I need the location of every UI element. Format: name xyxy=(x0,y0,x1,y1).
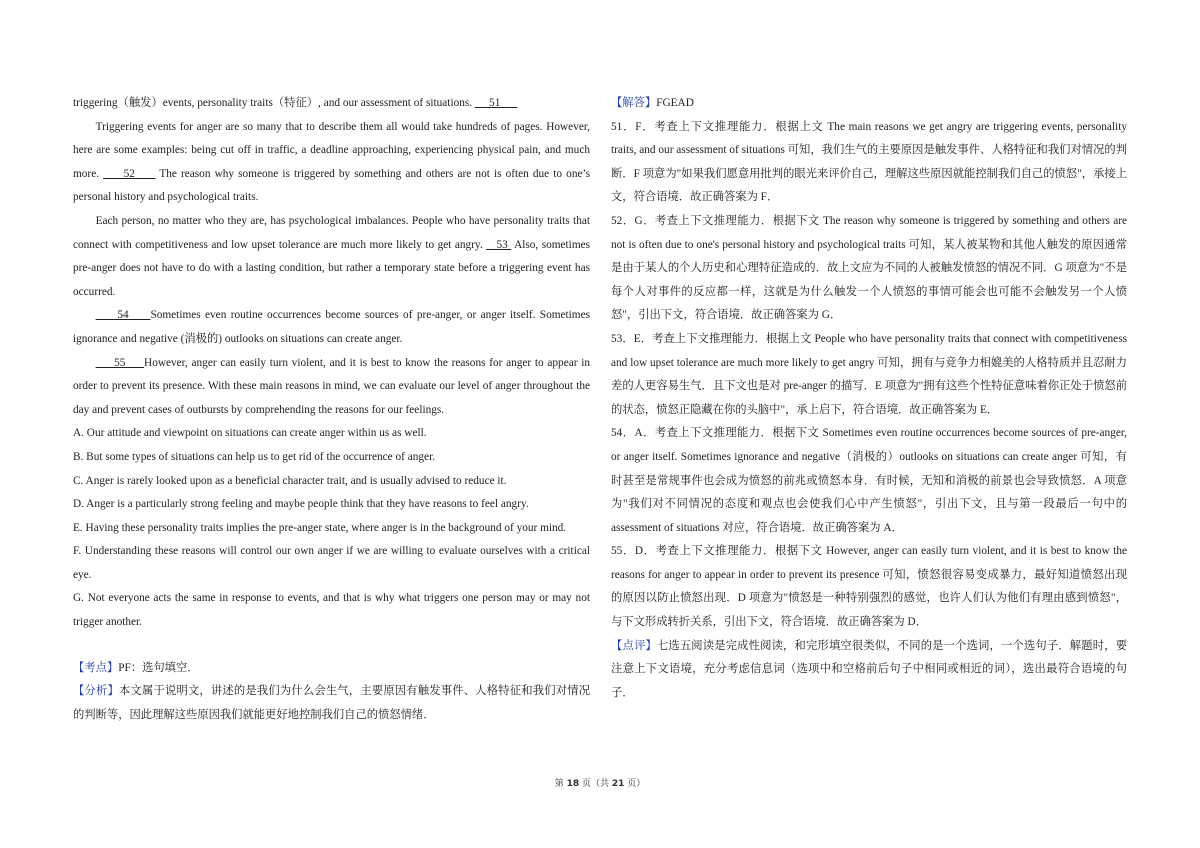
answer-column xyxy=(611,92,1127,705)
blank-55: 55 xyxy=(95,356,145,369)
page-footer: 第 18 页（共 21 页） xyxy=(554,779,646,789)
passage-paragraph-1: triggering（触发）events, personality traits（特征）, and our assessment of situations. 51 xyxy=(73,97,518,109)
passage-paragraph-4: 54 Sometimes even routine occurrences become sources of pre-anger, or anger itself. Sometimes ignorance and negative (消极的) outlooks on situations can create anger. xyxy=(73,309,591,345)
explanation-54: 54．A．考查上下文推理能力．根据下文 Sometimes even routine occurrences become sources of pre-anger, or anger itself. Sometimes ignorance and negative（消极的）outlooks on situations can create anger 可知，有时甚至是常规事件也会成为愤怒的前兆或愤怒本身．有时候，无知和消极的前景也会导致愤怒．A 项意为"我们对不同情况的态度和观点也会使我们心中产生愤怒"，引出下文，且与第一段最后一句中的 assessment of situations 对应，符合语境．故正确答案为 A． xyxy=(611,427,1127,534)
kaodian-label: 【考点】 xyxy=(73,661,119,674)
option-c: C. Anger is rarely looked upon as a beneficial character trait, and is usually advised to reduce it. xyxy=(73,474,507,487)
page-number: 18 xyxy=(566,779,580,789)
option-g: G. Not everyone acts the same in response to events, and that is why what triggers one person may or may not trigger another. xyxy=(73,592,590,629)
blank-53: 53 xyxy=(486,238,512,251)
passage-column xyxy=(73,92,590,727)
explanation-53: 53．E．考查上下文推理能力．根据上文 People who have personality traits that connect with competitiveness and low upset tolerance are much more likely to get angry 可知，拥有与竞争力相媲美的人格特质并且忍耐力差的人更容易生气．且下文也是对 pre-anger 的描写．E 项意为"拥有这些个性特征意味着你正处于愤怒前的状态，愤怒正隐藏在你的头脑中"，承上启下，符合语境．故正确答案为 E． xyxy=(611,332,1127,416)
option-a: A. Our attitude and viewpoint on situations can create anger within us as well. xyxy=(73,427,427,440)
blank-54: 54 xyxy=(95,309,151,322)
option-e: E. Having these personality traits implies the pre-anger state, where anger is in the background of your mind. xyxy=(73,521,567,534)
page-total: 21 xyxy=(611,779,625,789)
answer-section: 【解答】FGEAD xyxy=(611,97,694,109)
passage-paragraph-3: Each person, no matter who they are, has psychological imbalances. People who have personality traits that connect with competitiveness and low upset tolerance are much more likely to get angry. 53 Also, sometimes pre-anger does not have to do with a lasting condition, but rather a temporary state before a triggering event has occurred. xyxy=(73,214,591,298)
fenxi-label: 【分析】 xyxy=(73,685,119,698)
option-d: D. Anger is a particularly strong feeling and maybe people think that they have reasons to feel angry. xyxy=(73,498,529,511)
passage-paragraph-5: 55 However, anger can easily turn violent, and it is best to know the reasons for anger to appear in order to prevent its presence. With these main reasons in mind, we can evaluate our level of anger throughout the day and prevent cases of outbursts by comprehending the reasons for our feelings. xyxy=(73,356,590,416)
dianping-label: 【点评】 xyxy=(611,639,657,652)
spacer xyxy=(73,635,590,657)
answer-label: 【解答】 xyxy=(611,97,657,109)
passage-paragraph-2: Triggering events for anger are so many that to describe them all would take hundreds of pages. However, here are some examples: being cut off in traffic, a deadline approaching, experiencing physical pain, and much more. 52 The reason why someone is triggered by something and others are not is often due to one’s personal history and psychological traits. xyxy=(73,120,591,204)
blank-52: 52 xyxy=(103,167,156,180)
dianping-section: 【点评】七选五阅读是完成性阅读，和完形填空很类似，不同的是一个选词，一个选句子．解题时，要注意上下文语境，充分考虑信息词（选项中和空格前后句子中相同或相近的词），选出最符合语境的句子． xyxy=(611,639,1127,699)
blank-51: 51 xyxy=(474,97,518,109)
explanation-55: 55．D．考查上下文推理能力．根据下文 However, anger can easily turn violent, and it is best to know the reasons for anger to appear in order to prevent its presence 可知，愤怒很容易变成暴力，最好知道愤怒出现的原因以防止愤怒出现．D 项意为"愤怒是一种特别强烈的感觉，也许人们认为他们有理由感到愤怒"，与下文形成转折关系，引出下文，符合语境．故正确答案为 D． xyxy=(611,545,1127,629)
option-b: B. But some types of situations can help us to get rid of the occurrence of anger. xyxy=(73,450,436,463)
fenxi-section: 【分析】本文属于说明文，讲述的是我们为什么会生气，主要原因有触发事件、人格特征和我们对情况的判断等，因此理解这些原因我们就能更好地控制我们自己的愤怒情绪． xyxy=(73,685,590,721)
kaodian-section: 【考点】PF：选句填空． xyxy=(73,661,199,674)
explanation-51: 51．F．考查上下文推理能力．根据上文 The main reasons we get angry are triggering events, personality traits, and our assessment of situations 可知，我们生气的主要原因是触发事件、人格特征和我们对情况的判断．F 项意为"如果我们愿意用批判的眼光来评价自己，理解这些原因就能控制我们自己的愤怒"，承接上文，符合语境．故正确答案为 F． xyxy=(611,120,1127,204)
explanation-52: 52．G．考查上下文推理能力．根据下文 The reason why someone is triggered by something and others are not is often due to one's personal history and psychological traits 可知，某人被某物和其他人触发的原因通常是由于某人的个人历史和心理特征造成的．故上文应为不同的人被触发愤怒的情况不同．G 项意为"不是每个人对事件的反应都一样，这就是为什么触发一个人愤怒的事情可能会也可能不会触发另一个人愤怒"，引出下文，符合语境．故正确答案为 G． xyxy=(611,214,1127,322)
option-f: F. Understanding these reasons will control our own anger if we are willing to evaluate ourselves with a critical eye. xyxy=(73,545,590,581)
